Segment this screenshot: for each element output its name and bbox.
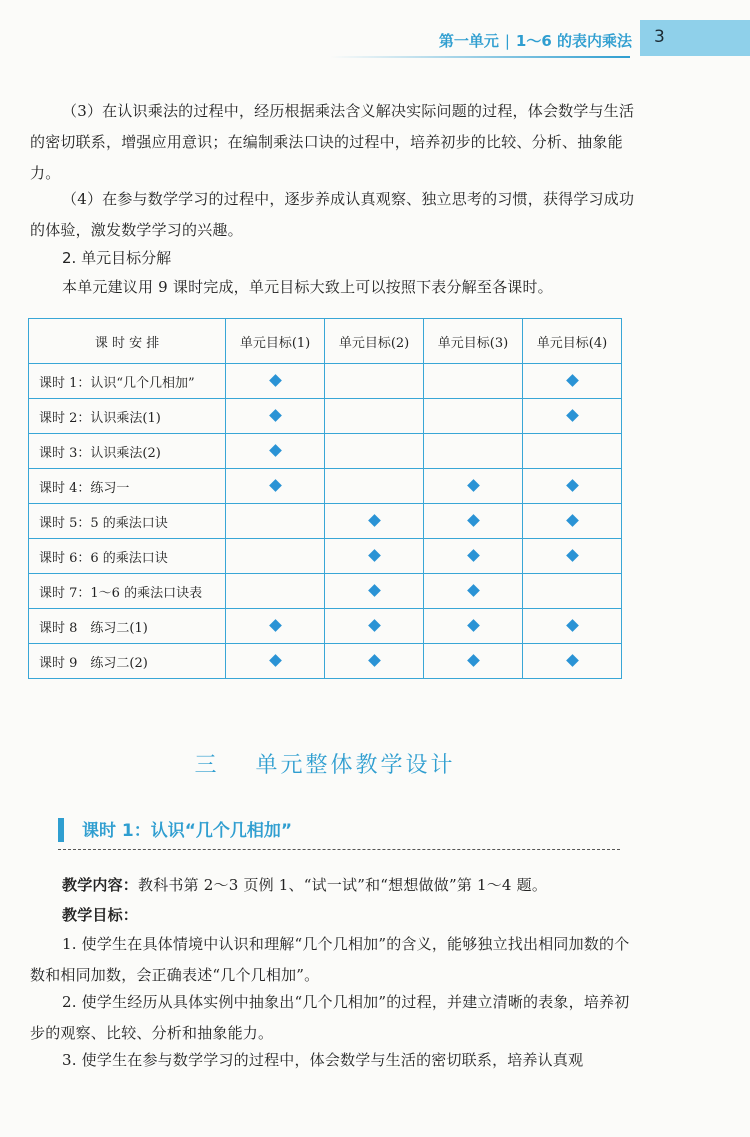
goal-3-cell xyxy=(424,364,523,399)
lesson-schedule-cell: 课时 9 练习二(2) xyxy=(29,644,226,679)
lesson-schedule-cell: 课时 5：5 的乘法口诀 xyxy=(29,504,226,539)
goal-2-cell xyxy=(325,609,424,644)
diamond-icon xyxy=(269,619,282,632)
diamond-icon xyxy=(566,409,579,422)
lesson-schedule-cell: 课时 6：6 的乘法口诀 xyxy=(29,539,226,574)
goal-4-cell xyxy=(523,609,622,644)
lesson-goal-1: 1. 使学生在具体情境中认识和理解“几个几相加”的含义，能够独立找出相同加数的个数和相同加数，会正确表述“几个几相加”。 xyxy=(30,935,630,984)
goal-3-cell xyxy=(424,539,523,574)
diamond-icon xyxy=(269,479,282,492)
content-text: 教科书第 2～3 页例 1、“试一试”和“想想做做”第 1～4 题。 xyxy=(138,876,548,894)
diamond-icon xyxy=(566,479,579,492)
goal-1-cell xyxy=(226,364,325,399)
goal-4-cell xyxy=(523,469,622,504)
goal-4-cell xyxy=(523,399,622,434)
header-rule xyxy=(330,56,630,58)
goal-1-cell xyxy=(226,504,325,539)
lesson-goals-heading xyxy=(62,900,642,931)
goal-4-cell xyxy=(523,644,622,679)
diamond-icon xyxy=(467,514,480,527)
diamond-icon xyxy=(368,654,381,667)
goal-4-cell xyxy=(523,574,622,609)
goal-4-cell xyxy=(523,364,622,399)
diamond-icon xyxy=(566,619,579,632)
goal-3-cell xyxy=(424,469,523,504)
diamond-icon xyxy=(467,479,480,492)
goal-3-cell xyxy=(424,504,523,539)
diamond-icon xyxy=(269,654,282,667)
page-number: 3 xyxy=(654,27,665,47)
header-separator: | xyxy=(504,32,510,50)
goal-2-cell xyxy=(325,399,424,434)
goal-breakdown-table xyxy=(28,318,622,679)
goal-2-cell xyxy=(325,504,424,539)
lesson-accent-bar xyxy=(58,818,64,842)
diamond-icon xyxy=(467,619,480,632)
goal-3-cell xyxy=(424,574,523,609)
table-row xyxy=(29,364,622,399)
goal-2-cell xyxy=(325,644,424,679)
goal-1-cell xyxy=(226,574,325,609)
diamond-icon xyxy=(368,514,381,527)
goal-2-cell xyxy=(325,434,424,469)
diamond-icon xyxy=(566,514,579,527)
goal-1-cell xyxy=(226,399,325,434)
lesson-title: 课时 1：认识“几个几相加” xyxy=(82,821,293,841)
goal-4-cell xyxy=(523,434,622,469)
table-row xyxy=(29,434,622,469)
paragraph-goal-4: （4）在参与数学学习的过程中，逐步养成认真观察、独立思考的习惯，获得学习成功的体验，激发数学学习的兴趣。 xyxy=(30,190,635,239)
table-row xyxy=(29,644,622,679)
diamond-icon xyxy=(566,374,579,387)
paragraph-goal-3: （3）在认识乘法的过程中，经历根据乘法含义解决实际问题的过程，体会数学与生活的密切联系，增强应用意识；在编制乘法口诀的过程中，培养初步的比较、分析、抽象能力。 xyxy=(30,102,635,182)
section-number: 三 xyxy=(194,753,220,778)
lesson-schedule-cell: 课时 4：练习一 xyxy=(29,469,226,504)
goal-2-cell xyxy=(325,574,424,609)
diamond-icon xyxy=(566,549,579,562)
header-goal-2: 单元目标(2) xyxy=(325,319,424,364)
lesson-schedule-cell: 课时 8 练习二(1) xyxy=(29,609,226,644)
section-title-text: 单元整体教学设计 xyxy=(255,753,456,778)
lesson-schedule-cell: 课时 2：认识乘法(1) xyxy=(29,399,226,434)
lesson-schedule-cell: 课时 1：认识“几个几相加” xyxy=(29,364,226,399)
diamond-icon xyxy=(368,549,381,562)
paragraph-table-intro: 本单元建议用 9 课时完成，单元目标大致上可以按照下表分解至各课时。 xyxy=(62,278,553,296)
goal-3-cell xyxy=(424,644,523,679)
goal-2-cell xyxy=(325,469,424,504)
lesson-goal-2: 2. 使学生经历从具体实例中抽象出“几个几相加”的过程，并建立清晰的表象，培养初步的观察、比较、分析和抽象能力。 xyxy=(30,993,630,1042)
lesson-schedule-cell: 课时 7：1～6 的乘法口诀表 xyxy=(29,574,226,609)
table-row xyxy=(29,539,622,574)
goal-1-cell xyxy=(226,644,325,679)
table-row xyxy=(29,574,622,609)
table-row xyxy=(29,504,622,539)
goal-3-cell xyxy=(424,399,523,434)
table-row xyxy=(29,399,622,434)
table-row xyxy=(29,609,622,644)
unit-label: 第一单元 xyxy=(438,32,499,50)
diamond-icon xyxy=(368,584,381,597)
diamond-icon xyxy=(467,654,480,667)
goal-4-cell xyxy=(523,504,622,539)
diamond-icon xyxy=(269,444,282,457)
diamond-icon xyxy=(467,549,480,562)
section-title xyxy=(0,748,650,779)
lesson-content xyxy=(62,870,642,901)
header-goal-3: 单元目标(3) xyxy=(424,319,523,364)
header-goal-4: 单元目标(4) xyxy=(523,319,622,364)
page-header xyxy=(0,0,750,60)
header-goal-1: 单元目标(1) xyxy=(226,319,325,364)
subheading-goal-breakdown: 2. 单元目标分解 xyxy=(62,249,172,267)
diamond-icon xyxy=(269,374,282,387)
diamond-icon xyxy=(467,584,480,597)
table-body xyxy=(29,364,622,679)
unit-topic: 1～6 的表内乘法 xyxy=(515,32,632,50)
goal-1-cell xyxy=(226,539,325,574)
table-header-row xyxy=(29,319,622,364)
goals-label: 教学目标： xyxy=(62,906,139,924)
goal-3-cell xyxy=(424,609,523,644)
page-number-tab xyxy=(640,20,750,56)
diamond-icon xyxy=(566,654,579,667)
table-row xyxy=(29,469,622,504)
lesson-divider xyxy=(58,849,620,850)
lesson-schedule-cell: 课时 3：认识乘法(2) xyxy=(29,434,226,469)
lesson-goal-3: 3. 使学生在参与数学学习的过程中，体会数学与生活的密切联系，培养认真观 xyxy=(62,1051,584,1069)
diamond-icon xyxy=(269,409,282,422)
diamond-icon xyxy=(368,619,381,632)
goal-1-cell xyxy=(226,469,325,504)
header-schedule: 课 时 安 排 xyxy=(29,319,226,364)
goal-2-cell xyxy=(325,539,424,574)
goal-3-cell xyxy=(424,434,523,469)
content-label: 教学内容： xyxy=(62,876,139,894)
goal-2-cell xyxy=(325,364,424,399)
goal-1-cell xyxy=(226,434,325,469)
goal-1-cell xyxy=(226,609,325,644)
running-title xyxy=(439,30,632,51)
goal-4-cell xyxy=(523,539,622,574)
